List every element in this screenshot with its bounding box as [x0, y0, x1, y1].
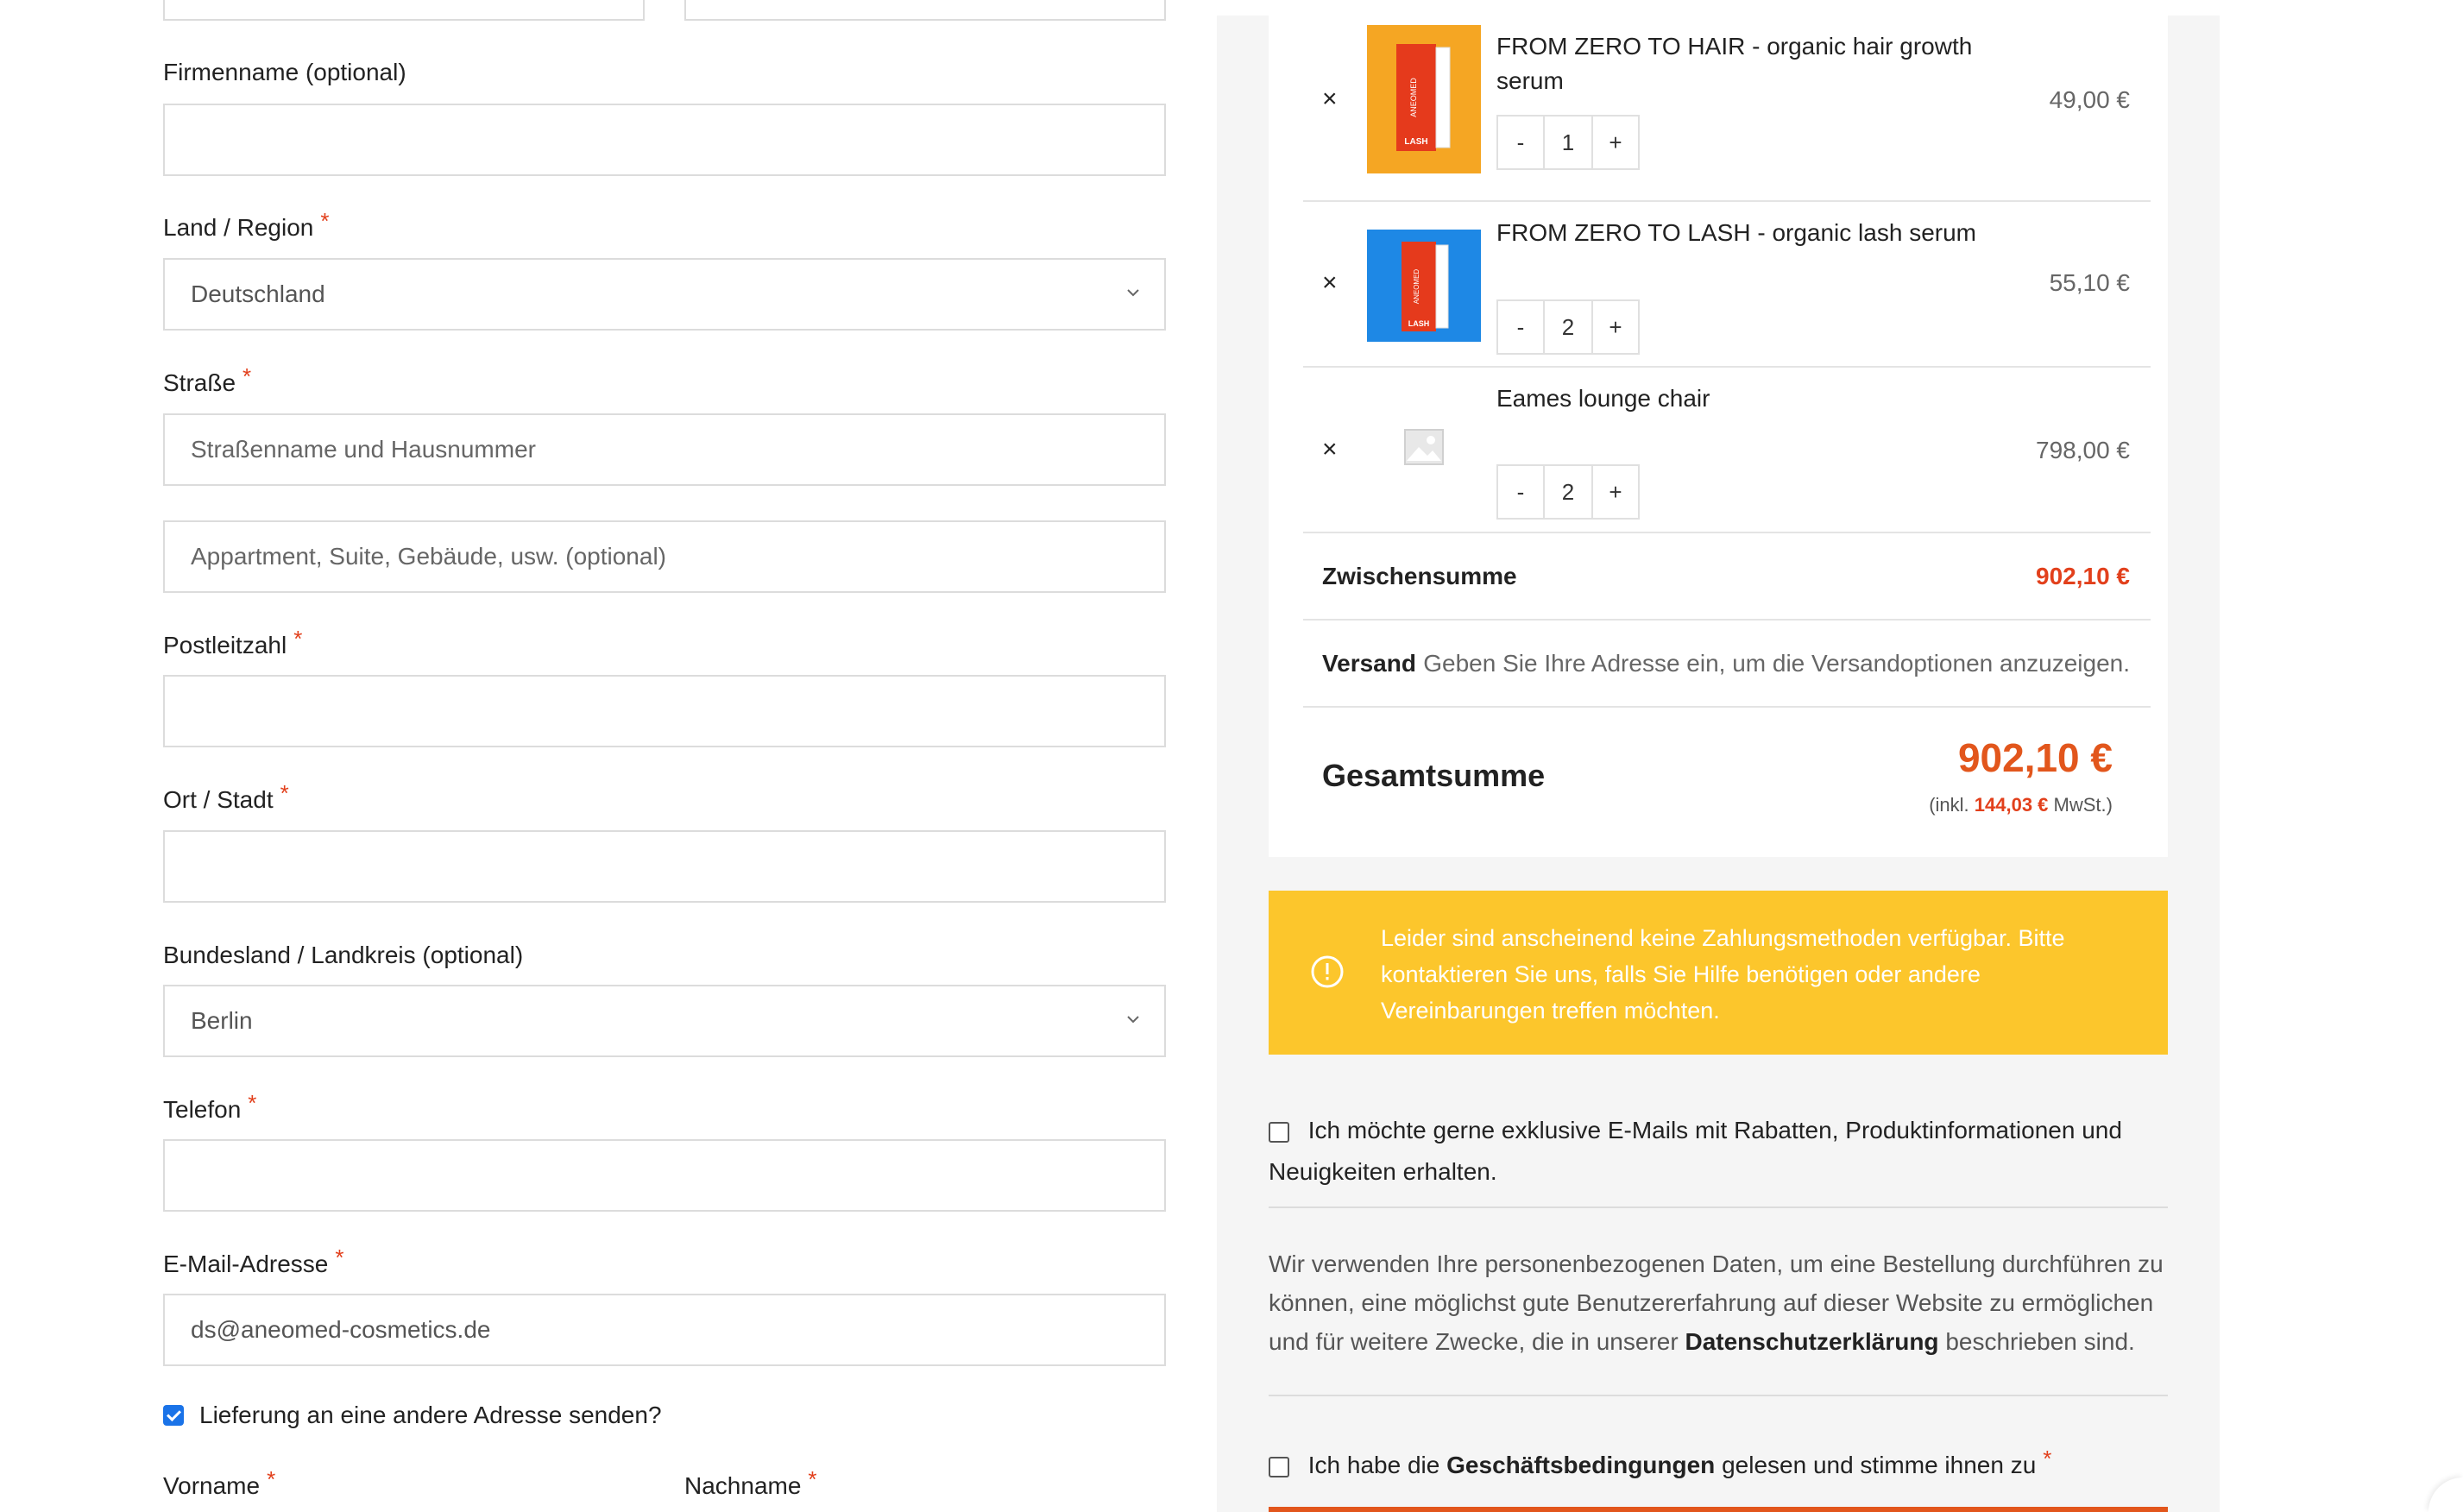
quantity-increase-button[interactable]: +	[1609, 313, 1622, 340]
newsletter-checkbox[interactable]	[1269, 1122, 1289, 1143]
shipping-label: Versand	[1322, 650, 1416, 677]
ship-different-row[interactable]	[163, 1402, 662, 1429]
remove-item-button[interactable]: ×	[1322, 435, 1338, 463]
order-panel	[1217, 16, 2220, 1512]
required-asterisk: *	[320, 208, 330, 234]
quantity-stepper[interactable]	[1496, 464, 1640, 520]
required-asterisk: *	[808, 1466, 817, 1492]
email-input[interactable]	[163, 1294, 1166, 1366]
city-input[interactable]	[163, 830, 1166, 903]
postcode-label: Postleitzahl *	[163, 626, 303, 658]
remove-item-button[interactable]: ×	[1322, 268, 1338, 297]
item-price: 55,10 €	[2049, 269, 2130, 296]
country-select[interactable]	[163, 258, 1166, 331]
lastname-label: Nachname *	[684, 1466, 817, 1499]
item-price: 798,00 €	[2036, 437, 2130, 463]
total-value: 902,10 €	[1957, 735, 2113, 780]
previous-field-stub	[684, 0, 1166, 21]
tax-note: (inkl. 144,03 € MwSt.)	[1929, 794, 2113, 816]
required-asterisk: *	[243, 363, 252, 389]
quantity-value[interactable]: 1	[1543, 117, 1593, 168]
tax-value: 144,03 €	[1974, 794, 2049, 816]
svg-text:LASH: LASH	[1404, 137, 1428, 147]
terms-link[interactable]: Geschäftsbedingungen	[1446, 1452, 1716, 1478]
city-label: Ort / Stadt *	[163, 780, 289, 813]
item-price: 49,00 €	[2049, 86, 2130, 113]
cart-item	[1303, 16, 2151, 202]
state-value: Berlin	[191, 1007, 253, 1034]
payment-notice	[1269, 891, 2168, 1055]
place-order-button[interactable]	[1269, 1507, 2168, 1512]
state-select[interactable]	[163, 985, 1166, 1057]
street-2-input[interactable]	[163, 520, 1166, 593]
subtotal-label: Zwischensumme	[1322, 563, 1517, 589]
product-name[interactable]: Eames lounge chair	[1496, 385, 1710, 412]
country-value: Deutschland	[191, 280, 325, 307]
company-label: Firmenname (optional)	[163, 59, 406, 85]
ship-different-label: Lieferung an eine andere Adresse senden?	[199, 1402, 662, 1428]
subtotal-row	[1303, 533, 2151, 621]
cart-item	[1303, 202, 2151, 368]
quantity-value[interactable]: 2	[1543, 301, 1593, 353]
phone-input[interactable]	[163, 1139, 1166, 1212]
postcode-input[interactable]	[163, 675, 1166, 747]
street-label: Straße *	[163, 363, 252, 396]
required-asterisk: *	[335, 1244, 344, 1270]
info-circle-icon	[1310, 954, 1345, 989]
quantity-increase-button[interactable]: +	[1609, 478, 1622, 505]
street-input[interactable]	[163, 413, 1166, 486]
divider	[1269, 1206, 2168, 1208]
remove-item-button[interactable]: ×	[1322, 85, 1338, 113]
firstname-label: Vorname *	[163, 1466, 276, 1499]
email-label: E-Mail-Adresse *	[163, 1244, 344, 1277]
required-asterisk: *	[267, 1466, 276, 1492]
image-placeholder-icon	[1403, 426, 1445, 468]
newsletter-row[interactable]	[1269, 1110, 2168, 1193]
quantity-decrease-button[interactable]: -	[1516, 478, 1525, 505]
quantity-value[interactable]: 2	[1543, 466, 1593, 518]
product-name[interactable]: FROM ZERO TO HAIR - organic hair growth serum	[1496, 33, 1973, 94]
quantity-decrease-button[interactable]: -	[1516, 313, 1525, 340]
quantity-decrease-button[interactable]: -	[1516, 129, 1525, 155]
ship-different-checkbox[interactable]	[163, 1405, 184, 1426]
required-asterisk: *	[248, 1090, 257, 1116]
previous-field-stub	[163, 0, 645, 21]
shipping-info: Geben Sie Ihre Adresse ein, um die Versandoptionen anzuzeigen.	[1423, 650, 2130, 677]
chevron-down-icon	[1126, 286, 1140, 299]
required-asterisk: *	[280, 780, 289, 806]
terms-checkbox[interactable]	[1269, 1457, 1289, 1477]
product-thumbnail	[1367, 25, 1481, 173]
state-label: Bundesland / Landkreis (optional)	[163, 942, 524, 968]
quantity-increase-button[interactable]: +	[1609, 129, 1622, 155]
divider	[1269, 1395, 2168, 1396]
subtotal-value: 902,10 €	[2036, 563, 2130, 589]
svg-text:LASH: LASH	[1408, 319, 1430, 328]
svg-text:ANEOMED: ANEOMED	[1409, 78, 1418, 117]
required-asterisk: *	[2043, 1446, 2052, 1471]
product-thumbnail	[1367, 230, 1481, 342]
quantity-stepper[interactable]	[1496, 115, 1640, 170]
chevron-down-icon	[1126, 1012, 1140, 1026]
total-label: Gesamtsumme	[1322, 758, 1546, 793]
svg-text:ANEOMED: ANEOMED	[1413, 268, 1420, 305]
product-name[interactable]: FROM ZERO TO LASH - organic lash serum	[1496, 219, 1976, 246]
shipping-row	[1303, 621, 2151, 708]
privacy-policy-link[interactable]: Datenschutzerklärung	[1685, 1328, 1939, 1355]
required-asterisk: *	[293, 626, 303, 652]
order-review	[1269, 16, 2168, 857]
country-label: Land / Region *	[163, 208, 330, 241]
terms-row[interactable]: Ich habe die Geschäftsbedingungen gelesen und stimme ihnen zu *	[1269, 1452, 2168, 1479]
privacy-text: Wir verwenden Ihre personenbezogenen Daten, um eine Bestellung durchführen zu können, eine möglichst gute Benutzererfahrung auf dieser Website zu ermöglichen und für weitere Zwecke, die in unserer Datenschutzerklärung beschrieben sind.	[1269, 1251, 2164, 1355]
company-input[interactable]	[163, 104, 1166, 176]
cart-item	[1303, 368, 2151, 533]
quantity-stepper[interactable]	[1496, 299, 1640, 355]
phone-label: Telefon *	[163, 1090, 257, 1123]
floating-widget[interactable]	[2428, 1477, 2463, 1512]
payment-notice-text: Leider sind anscheinend keine Zahlungsmethoden verfügbar. Bitte kontaktieren Sie uns, falls Sie Hilfe benötigen oder andere Vereinbarungen treffen möchten.	[1381, 925, 2065, 1024]
newsletter-label: Ich möchte gerne exklusive E-Mails mit Rabatten, Produktinformationen und Neuigkeiten erhalten.	[1269, 1117, 2122, 1185]
